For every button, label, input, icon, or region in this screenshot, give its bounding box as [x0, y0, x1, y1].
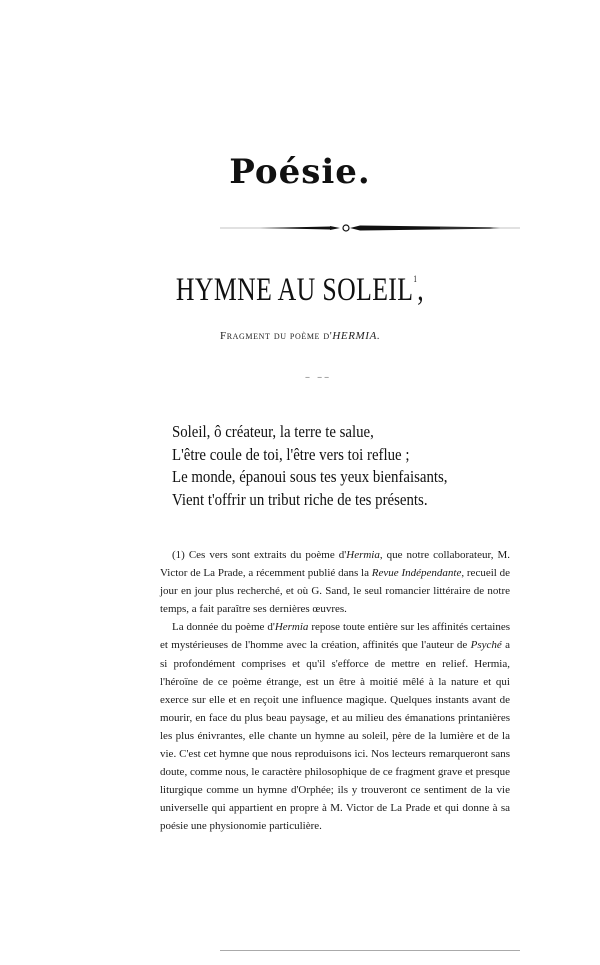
- footnote-text: (1) Ces vers sont extraits du poème d': [172, 549, 347, 561]
- footnote-italic: Revue Indépendante: [371, 567, 462, 580]
- footnote-text: , recueil de jour en jour plus recherché, et où G. Sand, le seul romancier littéraire de notre temps, a fait paraître ses dernières œuvres.: [160, 567, 511, 616]
- poem-title: [66, 272, 534, 309]
- poem-line: Le monde, épanoui sous tes yeux bienfaisants,: [172, 467, 448, 486]
- footnote-italic: Hermia: [274, 621, 309, 634]
- poem-title-text: HYMNE AU SOLEIL: [175, 272, 414, 308]
- poem-title-punct: ,: [417, 272, 425, 308]
- poem-line: Soleil, ô créateur, la terre te salue,: [172, 422, 374, 441]
- footnote-italic: Hermia: [346, 549, 380, 561]
- footnote-text: a si profondément comprises et qu'il s'efforce de mettre en relief. Hermia, l'héroïne de ce poème étrange, est un être à moitié mêlé à la nature et qui exerce sur elle et en reçoit une influence magique. Quelques instants avant de mourir, en face du plus beau paysage, et au milieu des émanations printanières les plus énivrantes, elle chante un hymne au soleil, père de la lumière et de la vie. C'est cet hymne que nous reproduisons ici. Nos lecteurs remarqueront sans doute, comme nous, le caractère philosophique de ce fragment grave et presque liturgique comme un hymne d'Orphée; ils y trouveront ce sentiment de la vie universelle qui appartient en propre à M. Victor de La Prade et qui donne à sa poésie une physionomie particulière.: [160, 639, 511, 833]
- footnote: [160, 546, 510, 836]
- poem-line: Vient t'offrir un tribut riche de tes présents.: [172, 489, 428, 509]
- poem-stanza: [172, 421, 469, 511]
- separator-dashes: – ––: [305, 372, 332, 383]
- poem-subtitle: [0, 330, 600, 342]
- bottom-rule: [220, 950, 520, 951]
- section-title: Poésie.: [229, 152, 371, 192]
- footnote-text: repose toute entière sur les affinités certaines et mystérieuses de l'homme avec la création, affinités que l'auteur de: [160, 621, 511, 652]
- footnote-italic: Psyché: [470, 639, 502, 652]
- ornamental-rule: [200, 218, 530, 238]
- poem-line: L'être coule de toi, l'être vers toi reflue ;: [172, 444, 410, 464]
- footnote-text: , que notre collaborateur, M. Victor de La Prade, a récemment publié dans la: [160, 549, 510, 580]
- footnote-paragraph: [160, 546, 510, 618]
- subtitle-prefix: Fragment du poème d': [220, 330, 333, 342]
- footnote-text: La donnée du poème d': [172, 621, 275, 634]
- footnote-marker: 1: [413, 274, 418, 284]
- subtitle-suffix: .: [376, 331, 380, 342]
- footnote-paragraph: [160, 618, 510, 835]
- subtitle-work: HERMIA: [332, 330, 377, 342]
